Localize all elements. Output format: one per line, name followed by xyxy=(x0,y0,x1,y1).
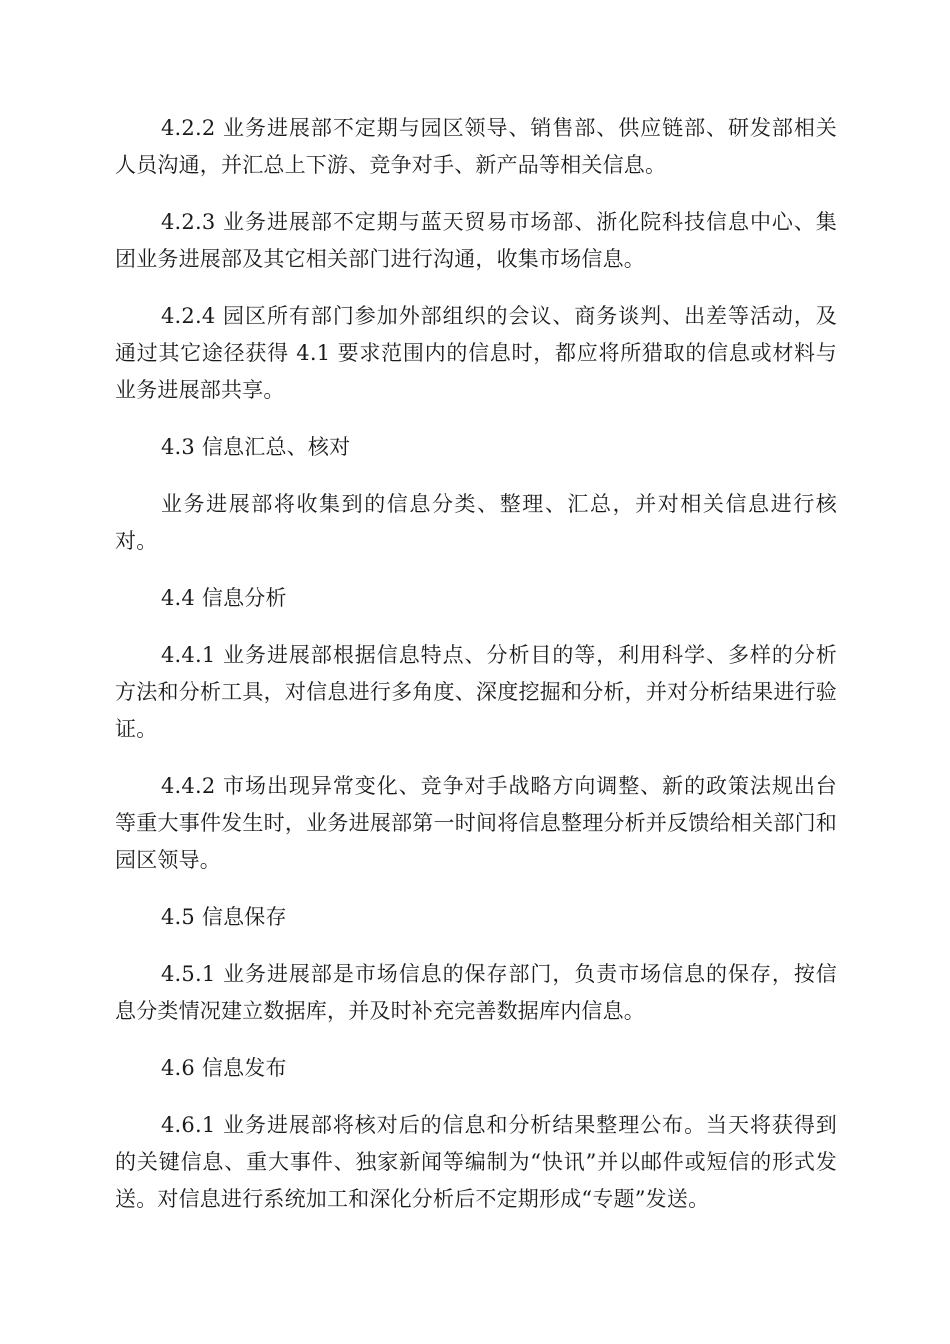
clause-4-2-2: 4.2.2 业务进展部不定期与园区领导、销售部、供应链部、研发部相关人员沟通，并汇总上下游、竞争对手、新产品等相关信息。 xyxy=(115,116,837,177)
document-body xyxy=(115,110,837,1238)
clause-4-4-1: 4.4.1 业务进展部根据信息特点、分析目的等，利用科学、多样的分析方法和分析工具，对信息进行多角度、深度挖掘和分析，并对分析结果进行验证。 xyxy=(115,643,837,741)
section-4-6-heading: 4.6 信息发布 xyxy=(161,1056,287,1080)
clause-4-2-4: 4.2.4 园区所有部门参加外部组织的会议、商务谈判、出差等活动，及通过其它途径获得 4.1 要求范围内的信息时，都应将所猎取的信息或材料与业务进展部共享。 xyxy=(115,304,837,402)
clause-4-2-3: 4.2.3 业务进展部不定期与蓝天贸易市场部、浙化院科技信息中心、集团业务进展部及其它相关部门进行沟通，收集市场信息。 xyxy=(115,210,837,271)
section-4-5-heading: 4.5 信息保存 xyxy=(161,905,287,929)
clause-4-4-2: 4.4.2 市场出现异常变化、竞争对手战略方向调整、新的政策法规出台等重大事件发生时，业务进展部第一时间将信息整理分析并反馈给相关部门和园区领导。 xyxy=(115,774,837,872)
clause-4-6-1: 4.6.1 业务进展部将核对后的信息和分析结果整理公布。当天将获得到的关键信息、重大事件、独家新闻等编制为“快讯”并以邮件或短信的形式发送。对信息进行系统加工和深化分析后不定期形成“专题”发送。 xyxy=(115,1113,837,1211)
clause-4-5-1: 4.5.1 业务进展部是市场信息的保存部门，负责市场信息的保存，按信息分类情况建立数据库，并及时补充完善数据库内信息。 xyxy=(115,962,837,1023)
section-4-3-body: 业务进展部将收集到的信息分类、整理、汇总，并对相关信息进行核对。 xyxy=(115,492,837,553)
section-4-4-heading: 4.4 信息分析 xyxy=(161,586,287,610)
section-4-3-heading: 4.3 信息汇总、核对 xyxy=(161,435,351,459)
